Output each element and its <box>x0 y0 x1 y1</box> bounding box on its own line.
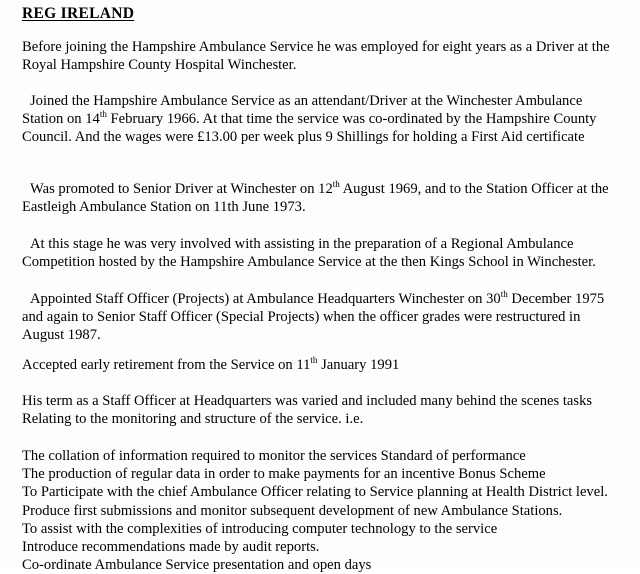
paragraph-p-joined-service <box>22 92 622 147</box>
text-run: Joined the Hampshire Ambulance Service as an attendant/Driver at the Winchester Ambulance Station on 14 <box>22 93 583 128</box>
text-run: His term as a Staff Officer at Headquarters was varied and included many behind the scenes tasks Relating to the monitoring and structure of the service. i.e. <box>22 393 593 428</box>
paragraph-text <box>22 290 622 345</box>
paragraph-p-before-joining <box>22 38 622 74</box>
text-run: Was promoted to Senior Driver at Winchester on 12 <box>30 181 333 197</box>
paragraph-text <box>22 392 622 428</box>
paragraph-text <box>22 180 622 216</box>
paragraph-text <box>22 356 622 374</box>
list-item: To assist with the complexities of introducing computer technology to the service <box>22 520 498 537</box>
page-title: REG IRELAND <box>22 5 135 22</box>
paragraph-text <box>22 92 622 147</box>
list-item: Co-ordinate Ambulance Service presentation and open days <box>22 557 372 574</box>
duties-block <box>22 447 622 574</box>
text-run: January 1991 <box>317 357 400 373</box>
paragraph-text <box>22 235 622 271</box>
list-item: To Participate with the chief Ambulance Officer relating to Service planning at Health District level. <box>22 484 608 501</box>
ordinal-suffix: th <box>99 109 107 120</box>
ordinal-suffix: th <box>310 355 318 366</box>
ordinal-suffix: th <box>500 289 508 300</box>
text-run: Before joining the Hampshire Ambulance Service he was employed for eight years as a Driver at the Royal Hampshire County Hospital Winchester. <box>22 39 610 74</box>
paragraph-p-early-retirement <box>22 356 622 374</box>
list-item: Introduce recommendations made by audit reports. <box>22 539 320 556</box>
list-item: The production of regular data in order to make payments for an incentive Bonus Scheme <box>22 466 546 483</box>
paragraph-p-regional-competition <box>22 235 622 271</box>
text-run: At this stage he was very involved with assisting in the preparation of a Regional Ambulance Competition hosted by the Hampshire Ambulance Service at the then Kings School in Winchester. <box>22 236 596 271</box>
paragraph-p-term-as-staff-officer <box>22 392 622 428</box>
ordinal-suffix: th <box>332 179 340 190</box>
text-run: December 1975 and again to Senior Staff Officer (Special Projects) when the officer grades were restructured in August 1987. <box>22 291 605 344</box>
text-run: August 1969, and to the Station Officer at the Eastleigh Ambulance Station on 11th June 1973. <box>22 181 609 216</box>
list-item: Produce first submissions and monitor subsequent development of new Ambulance Stations. <box>22 502 563 519</box>
paragraph-p-promoted-senior-driver <box>22 180 622 216</box>
text-run: Accepted early retirement from the Service on 11 <box>22 357 311 373</box>
text-run: Appointed Staff Officer (Projects) at Ambulance Headquarters Winchester on 30 <box>30 291 501 307</box>
paragraph-p-appointed-staff-officer <box>22 290 622 345</box>
list-item: The collation of information required to monitor the services Standard of performance <box>22 448 526 464</box>
paragraph-text <box>22 38 622 74</box>
text-run: February 1966. At that time the service was co-ordinated by the Hampshire County Council. And the wages were £13.00 per week plus 9 Shillings for holding a First Aid certificate <box>22 111 597 146</box>
